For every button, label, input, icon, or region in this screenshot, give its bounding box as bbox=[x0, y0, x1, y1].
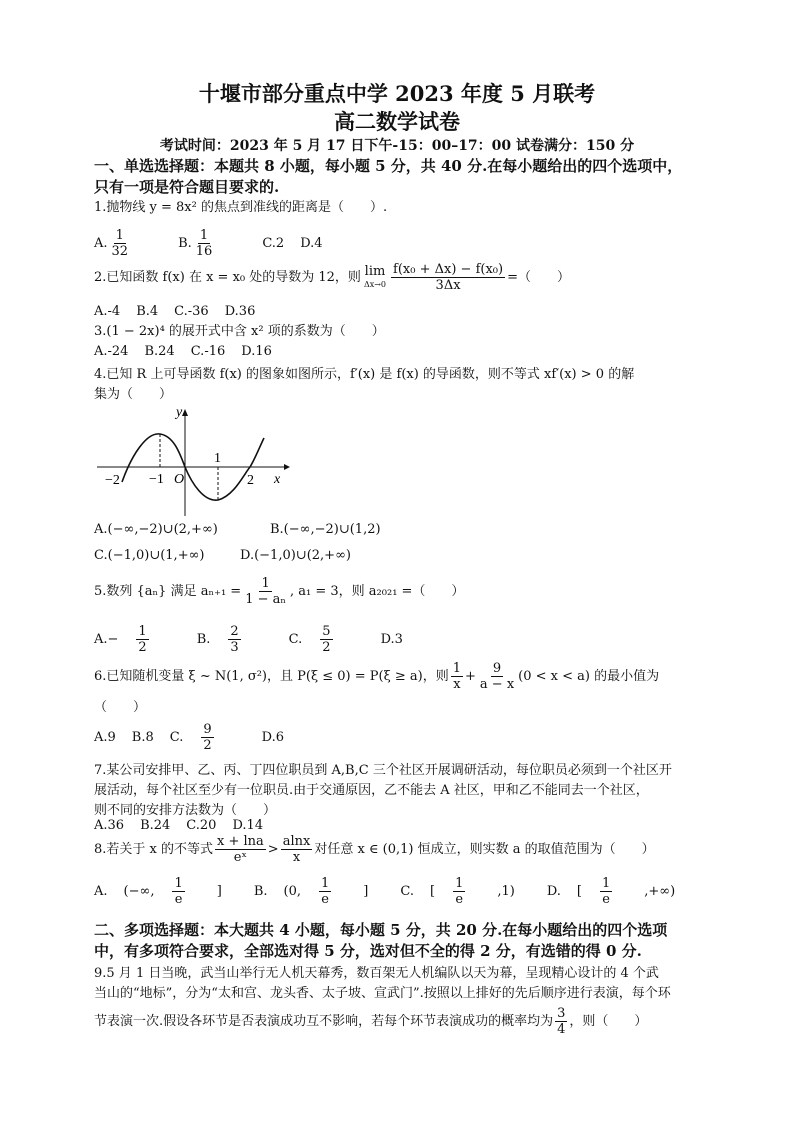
section2-heading-line2: 中，有多项符合要求，全部选对得 5 分，选对但不全的得 2 分，有选错的得 0 分. bbox=[94, 942, 642, 960]
option-b: B.4 bbox=[136, 304, 159, 319]
fraction: $\frac{1}{e}$ bbox=[174, 876, 183, 907]
label-y: y bbox=[176, 405, 183, 420]
option-a: A.(−∞,−2)∪(2,+∞) bbox=[94, 522, 218, 537]
question-2-tail: =（ ） bbox=[507, 269, 570, 285]
section2-heading bbox=[94, 920, 704, 962]
question-4-line1: 4.已知 R 上可导函数 f(x) 的图象如图所示，f′(x) 是 f(x) 的导函数，则不等式 xf′(x) > 0 的解 bbox=[94, 367, 635, 382]
question-3: 3.(1 − 2x)⁴ 的展开式中含 x² 项的系数为（ ） bbox=[94, 324, 385, 339]
option-d: D.14 bbox=[232, 818, 264, 833]
exam-info: 考试时间：2023 年 5 月 17 日下午-15：00–17：00 试卷满分：150 分 bbox=[159, 138, 635, 154]
question-7 bbox=[94, 761, 704, 821]
option-c: C.-16 bbox=[190, 344, 226, 359]
question-8-tail: 对任意 x ∈ (0,1) 恒成立，则实数 a 的取值范围为（ ） bbox=[314, 841, 655, 857]
fraction: $\frac{9}{2}$ bbox=[203, 722, 212, 753]
fraction: $\frac{1}{x}$ bbox=[452, 661, 462, 692]
option-c: C. [ $\frac{1}{e}$ ,1) bbox=[400, 876, 515, 907]
option-b: B. (0, $\frac{1}{e}$ ] bbox=[253, 876, 369, 907]
question-2-text: 2.已知函数 f(x) 在 x = x₀ 处的导数为 12，则 bbox=[94, 269, 361, 285]
question-7-line3: 则不同的安排方法数为（ ） bbox=[94, 803, 277, 818]
question-9-tail: ，则（ ） bbox=[569, 1013, 648, 1029]
label-x: x bbox=[274, 472, 281, 487]
section1-heading bbox=[94, 156, 704, 198]
question-3-options bbox=[94, 344, 288, 359]
question-7-line1: 7.某公司安排甲、乙、丙、丁四位职员到 A,B,C 三个社区开展调研活动，每位职员必须到一个社区开 bbox=[94, 763, 672, 778]
question-4-options-row2 bbox=[94, 548, 367, 563]
x-axis-arrow bbox=[284, 464, 290, 470]
option-b: B.8 bbox=[131, 730, 154, 745]
question-8-options bbox=[94, 876, 707, 907]
question-6: 6.已知随机变量 ξ ~ N(1, σ²)，且 P(ξ ≤ 0) = P(ξ ≥ a)，则 $\frac{1}{x}$ + $\frac{9}{a - x}$ (0 < x < a) 的最小值为 bbox=[94, 661, 660, 692]
option-b: B.24 bbox=[140, 818, 171, 833]
question-6-text: 6.已知随机变量 ξ ~ N(1, σ²)，且 P(ξ ≤ 0) = P(ξ ≥ a)，则 bbox=[94, 668, 449, 684]
fraction: $\frac{1}{2}$ bbox=[138, 624, 147, 655]
option-d: D.4 bbox=[300, 236, 323, 251]
option-c: C.(−1,0)∪(1,+∞) bbox=[94, 548, 205, 563]
fraction: $\frac{alnx}{x}$ bbox=[282, 834, 311, 865]
option-d: D.16 bbox=[241, 344, 272, 359]
fraction: $\frac{1}{16}$ bbox=[195, 228, 213, 259]
fraction: $\frac{3}{4}$ bbox=[557, 1006, 566, 1037]
option-b: B. $\frac{2}{3}$ bbox=[197, 624, 273, 655]
fraction: $\frac{1}{32}$ bbox=[111, 228, 129, 259]
question-9 bbox=[94, 964, 704, 1004]
fraction: $\frac{\text{f(x₀ + Δx) − f(x₀)}}{3\Delta x}$ bbox=[393, 262, 504, 293]
option-b: B.(−∞,−2)∪(1,2) bbox=[270, 522, 381, 537]
question-8: 8.若关于 x 的不等式 $\frac{x + \ln a}{\text{eˣ}}$ > $\frac{alnx}{x}$ 对任意 x ∈ (0,1) 恒成立，则实数 a 的取值范围为（ ） bbox=[94, 834, 655, 865]
option-d: D.3 bbox=[380, 632, 403, 647]
option-b: B. $\frac{1}{16}$ bbox=[178, 228, 246, 259]
question-1-options bbox=[94, 228, 339, 259]
option-a: A.9 bbox=[94, 730, 116, 745]
question-9-line3 bbox=[94, 1006, 704, 1037]
section1-heading-line2: 只有一项是符合题目要求的. bbox=[94, 178, 280, 196]
option-c: C.20 bbox=[186, 818, 217, 833]
question-6-tail: (0 < x < a) 的最小值为 bbox=[518, 668, 660, 684]
question-5-text: 5.数列 {aₙ} 满足 aₙ₊₁ = bbox=[94, 583, 242, 599]
option-a: A. (−∞, $\frac{1}{e}$ ] bbox=[94, 876, 222, 907]
question-7-options bbox=[94, 818, 279, 833]
fraction: $\frac{1}{e}$ bbox=[321, 876, 330, 907]
y-axis-arrow bbox=[182, 409, 188, 416]
option-c: C. $\frac{5}{2}$ bbox=[289, 624, 365, 655]
option-b: B.24 bbox=[144, 344, 175, 359]
question-9-line3-text: 节表演一次.假设各环节是否表演成功互不影响，若每个环节表演成功的概率均为 bbox=[94, 1013, 554, 1029]
option-a: A.− $\frac{1}{2}$ bbox=[94, 624, 181, 655]
question-4-options-row1 bbox=[94, 522, 397, 537]
option-c: C.2 bbox=[262, 236, 285, 251]
fraction: $\frac{1}{e}$ bbox=[455, 876, 464, 907]
question-5-tail: , a₁ = 3，则 a₂₀₂₁ =（ ） bbox=[290, 583, 465, 599]
option-a: A.-4 bbox=[94, 304, 121, 319]
exam-subtitle: 高二数学试卷 bbox=[334, 109, 460, 134]
question-4-line2: 集为（ ） bbox=[94, 387, 173, 402]
question-4 bbox=[94, 365, 704, 405]
question-7-line2: 展活动，每个社区至少有一位职员.由于交通原因，乙不能去 A 社区，甲和乙不能同去一个社区， bbox=[94, 783, 649, 798]
fraction: $\frac{1}{\text{1 − aₙ}}$ bbox=[245, 576, 287, 607]
section1-heading-line1: 一、单选选择题：本题共 8 小题，每小题 5 分，共 40 分.在每小题给出的四个选项中， bbox=[94, 157, 683, 175]
option-a: A.36 bbox=[94, 818, 125, 833]
function-graph bbox=[92, 404, 292, 519]
question-1: 1.抛物线 y = 8x² 的焦点到准线的距离是（ ）. bbox=[94, 200, 388, 215]
option-d: D.36 bbox=[224, 304, 256, 319]
label-origin: O bbox=[174, 472, 185, 487]
section2-heading-line1: 二、多项选择题：本大题共 4 小题，每小题 5 分，共 20 分.在每小题给出的四个选项 bbox=[94, 921, 668, 939]
limit: lim Δx→0 bbox=[363, 263, 387, 289]
option-c: C. $\frac{9}{2}$ bbox=[170, 722, 246, 753]
option-d: D.6 bbox=[261, 730, 285, 745]
question-2 bbox=[94, 262, 704, 293]
option-d: D.(−1,0)∪(2,+∞) bbox=[240, 548, 351, 563]
question-9-line1: 9.5 月 1 日当晚，武当山举行无人机天幕秀，数百架无人机编队以天为幕，呈现精心设计的 4 个武 bbox=[94, 966, 659, 981]
fraction: $\frac{2}{3}$ bbox=[230, 624, 239, 655]
fraction: $\frac{1}{e}$ bbox=[602, 876, 611, 907]
question-2-options bbox=[94, 304, 271, 319]
question-5-options bbox=[94, 624, 419, 655]
fraction: $\frac{9}{a - x}$ bbox=[479, 661, 515, 692]
option-a: A. $\frac{1}{32}$ bbox=[94, 228, 162, 259]
fraction: $\frac{x + \ln a}{\text{eˣ}}$ bbox=[217, 834, 264, 865]
label-1: 1 bbox=[214, 451, 221, 466]
question-6-line2: （ ） bbox=[94, 700, 147, 715]
question-5 bbox=[94, 576, 704, 607]
exam-title: 十堰市部分重点中学 2023 年度 5 月联考 bbox=[198, 81, 596, 106]
label-minus2: −2 bbox=[105, 473, 120, 488]
option-c: C.-36 bbox=[174, 304, 209, 319]
label-minus1: −1 bbox=[149, 472, 164, 487]
label-2: 2 bbox=[247, 473, 254, 488]
question-9-line2: 当山的“地标”，分为“太和宫、龙头香、太子坡、宣武门”.按照以上排好的先后顺序进行表演，每个环 bbox=[94, 986, 671, 1001]
fraction: $\frac{5}{2}$ bbox=[322, 624, 331, 655]
option-d: D. [ $\frac{1}{e}$ ,+∞) bbox=[546, 876, 676, 907]
question-8-text: 8.若关于 x 的不等式 bbox=[94, 841, 213, 857]
question-6-options bbox=[94, 722, 300, 753]
option-a: A.-24 bbox=[94, 344, 129, 359]
